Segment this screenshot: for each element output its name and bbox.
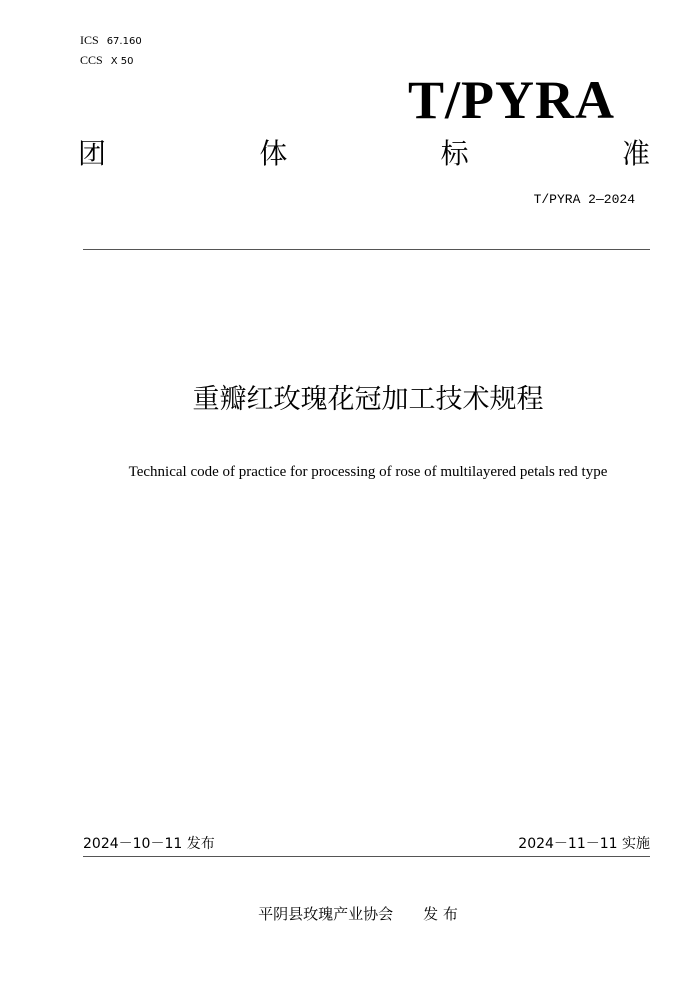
document-title-chinese: 重瓣红玫瑰花冠加工技术规程 [192,384,544,415]
standard-type-char: 标 [440,137,469,170]
ics-label: ICS [80,33,99,47]
publisher-name: 平阴县玫瑰产业协会 [258,905,394,923]
standard-type-heading [78,136,650,172]
bottom-divider [83,856,650,857]
standard-number: T/PYRA 2—2024 [533,192,635,207]
standard-type-char: 准 [621,137,650,170]
ics-value: 67.160 [106,36,142,47]
implementation-date: 2024－11－11 实施 [518,836,650,852]
publisher-line [0,904,700,924]
ccs-value: X 50 [110,56,134,67]
issue-date: 2024－10－11 发布 [83,836,215,852]
ccs-label: CCS [80,53,103,67]
standard-type-char: 团 [78,137,107,170]
standard-type-char: 体 [259,137,288,170]
top-divider [83,249,650,250]
ccs-code [80,53,133,68]
document-title-english: Technical code of practice for processing of rose of multilayered petals red type [128,464,608,480]
organization-logo: T/PYRA [408,70,615,130]
ics-code [80,33,142,48]
publish-label: 发 布 [423,905,458,923]
